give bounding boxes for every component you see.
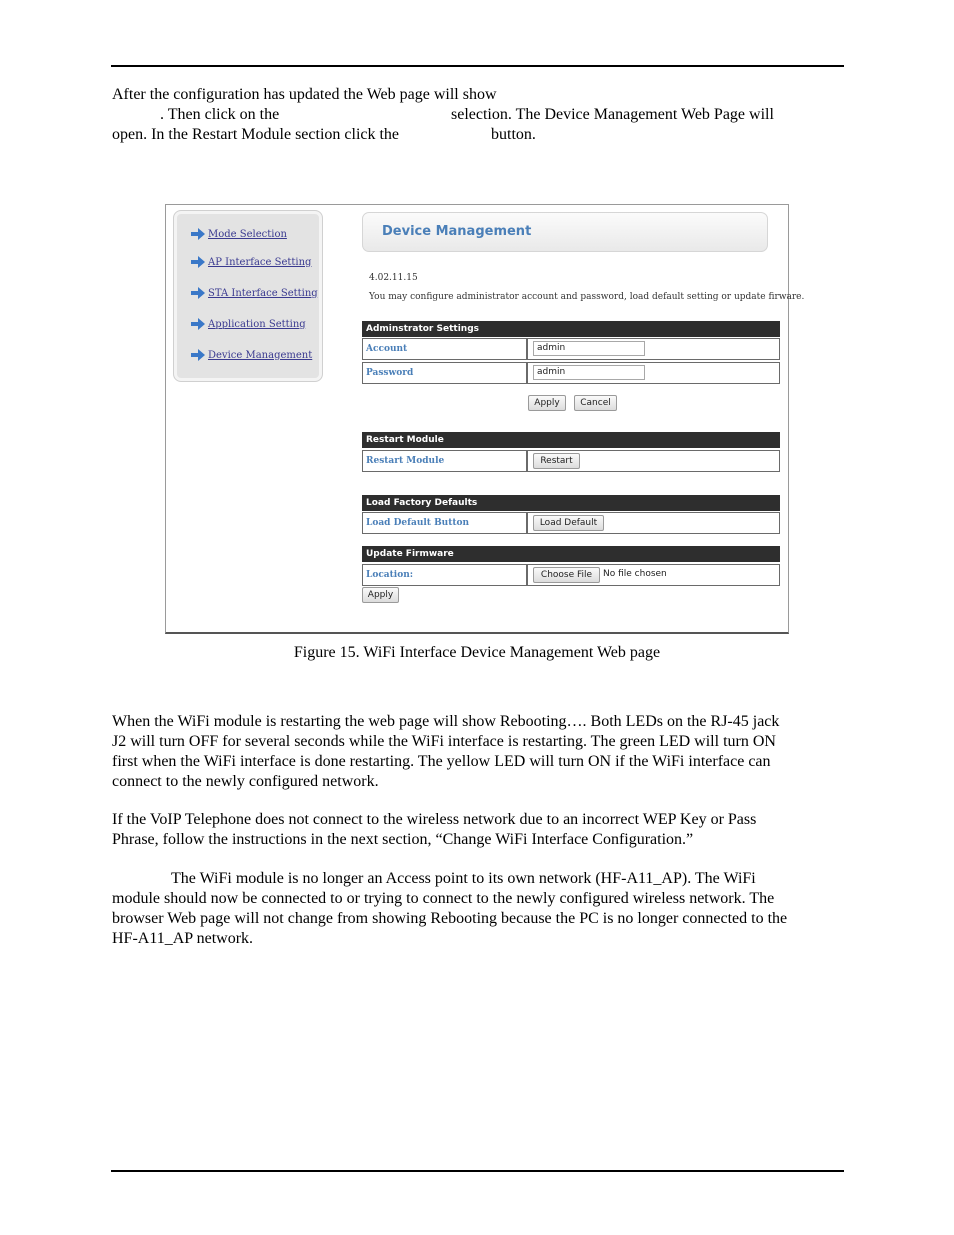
- arrow-right-icon: [191, 349, 205, 361]
- paragraph-line: The WiFi module is no longer an Access point to its own network (HF-A11_AP). The WiFi: [171, 870, 756, 887]
- nav-item-device-management[interactable]: [191, 347, 312, 363]
- load-default-button[interactable]: Load Default: [533, 515, 604, 531]
- page-title: Device Management: [382, 224, 532, 239]
- firmware-location-label: Location:: [363, 565, 528, 585]
- password-label: Password: [363, 363, 528, 383]
- figure-caption: Figure 15. WiFi Interface Device Management Web page: [293, 644, 661, 661]
- account-label: Account: [363, 339, 528, 359]
- footer-rule: [111, 1170, 844, 1172]
- paragraph-no-longer-ap: [112, 869, 844, 949]
- intro-line-2b: selection. The Device Management Web Page will: [451, 106, 774, 123]
- restart-module-row: [362, 450, 780, 472]
- admin-apply-button[interactable]: Apply: [528, 395, 566, 411]
- header-rule: [111, 65, 844, 67]
- nav-item-sta-interface[interactable]: [191, 285, 318, 301]
- load-default-label: Load Default Button: [363, 513, 528, 533]
- intro-line-3b: button.: [491, 126, 536, 143]
- firmware-location-row: [362, 564, 780, 586]
- paragraph-line: browser Web page will not change from showing Rebooting because the PC is no longer connected to the: [112, 910, 788, 927]
- page-description: You may configure administrator account and password, load default setting or update firware.: [369, 292, 805, 302]
- nav-link-device-management[interactable]: Device Management: [208, 349, 313, 361]
- paragraph-voip: [112, 810, 844, 850]
- nav-link-application-setting[interactable]: Application Setting: [208, 318, 306, 330]
- paragraph-restarting: [112, 712, 844, 792]
- arrow-right-icon: [191, 228, 205, 240]
- no-file-chosen-text: No file chosen: [603, 569, 667, 579]
- paragraph-line: Phrase, follow the instructions in the next section, “Change WiFi Interface Configuration.”: [112, 831, 694, 848]
- firmware-version: 4.02.11.15: [369, 273, 418, 283]
- sidebar-nav: [173, 210, 323, 382]
- nav-link-mode-selection[interactable]: Mode Selection: [208, 228, 287, 240]
- choose-file-button[interactable]: Choose File: [533, 567, 600, 583]
- password-row: [362, 362, 780, 384]
- admin-cancel-button[interactable]: Cancel: [574, 395, 617, 411]
- restart-module-label: Restart Module: [363, 451, 528, 471]
- paragraph-line: module should now be connected to or trying to connect to the newly configured wireless network. The: [112, 890, 775, 907]
- admin-settings-header: Adminstrator Settings: [362, 321, 780, 337]
- intro-line-3a: open. In the Restart Module section click the: [112, 126, 400, 143]
- account-input[interactable]: admin: [533, 341, 645, 356]
- paragraph-line: HF-A11_AP network.: [112, 930, 254, 947]
- password-input[interactable]: admin: [533, 365, 645, 380]
- load-default-row: [362, 512, 780, 534]
- arrow-right-icon: [191, 256, 205, 268]
- update-firmware-header: Update Firmware: [362, 546, 780, 562]
- arrow-right-icon: [191, 318, 205, 330]
- intro-line-2a: . Then click on the: [160, 106, 280, 123]
- intro-line-1: After the configuration has updated the Web page will show: [112, 86, 497, 103]
- account-row: [362, 338, 780, 360]
- nav-link-sta-interface[interactable]: STA Interface Setting: [208, 287, 318, 299]
- factory-defaults-header: Load Factory Defaults: [362, 495, 780, 511]
- device-management-screenshot: [165, 204, 805, 634]
- nav-item-ap-interface[interactable]: [191, 254, 311, 270]
- nav-link-ap-interface[interactable]: AP Interface Setting: [208, 256, 312, 268]
- paragraph-line: When the WiFi module is restarting the web page will show Rebooting…. Both LEDs on the RJ-45 jack: [112, 713, 780, 730]
- paragraph-line: J2 will turn OFF for several seconds while the WiFi interface is restarting. The green LED will turn ON: [112, 733, 776, 750]
- paragraph-line: If the VoIP Telephone does not connect to the wireless network due to an incorrect WEP Key or Pass: [112, 811, 757, 828]
- nav-item-application-setting[interactable]: [191, 316, 306, 332]
- arrow-right-icon: [191, 287, 205, 299]
- firmware-apply-button[interactable]: Apply: [362, 587, 399, 603]
- restart-button[interactable]: Restart: [533, 453, 580, 469]
- paragraph-line: connect to the newly configured network.: [112, 773, 379, 790]
- paragraph-line: first when the WiFi interface is done restarting. The yellow LED will turn ON if the WiFi interface can: [112, 753, 771, 770]
- nav-item-mode-selection[interactable]: [191, 226, 287, 242]
- restart-module-header: Restart Module: [362, 432, 780, 448]
- page-title-bar: [362, 212, 768, 252]
